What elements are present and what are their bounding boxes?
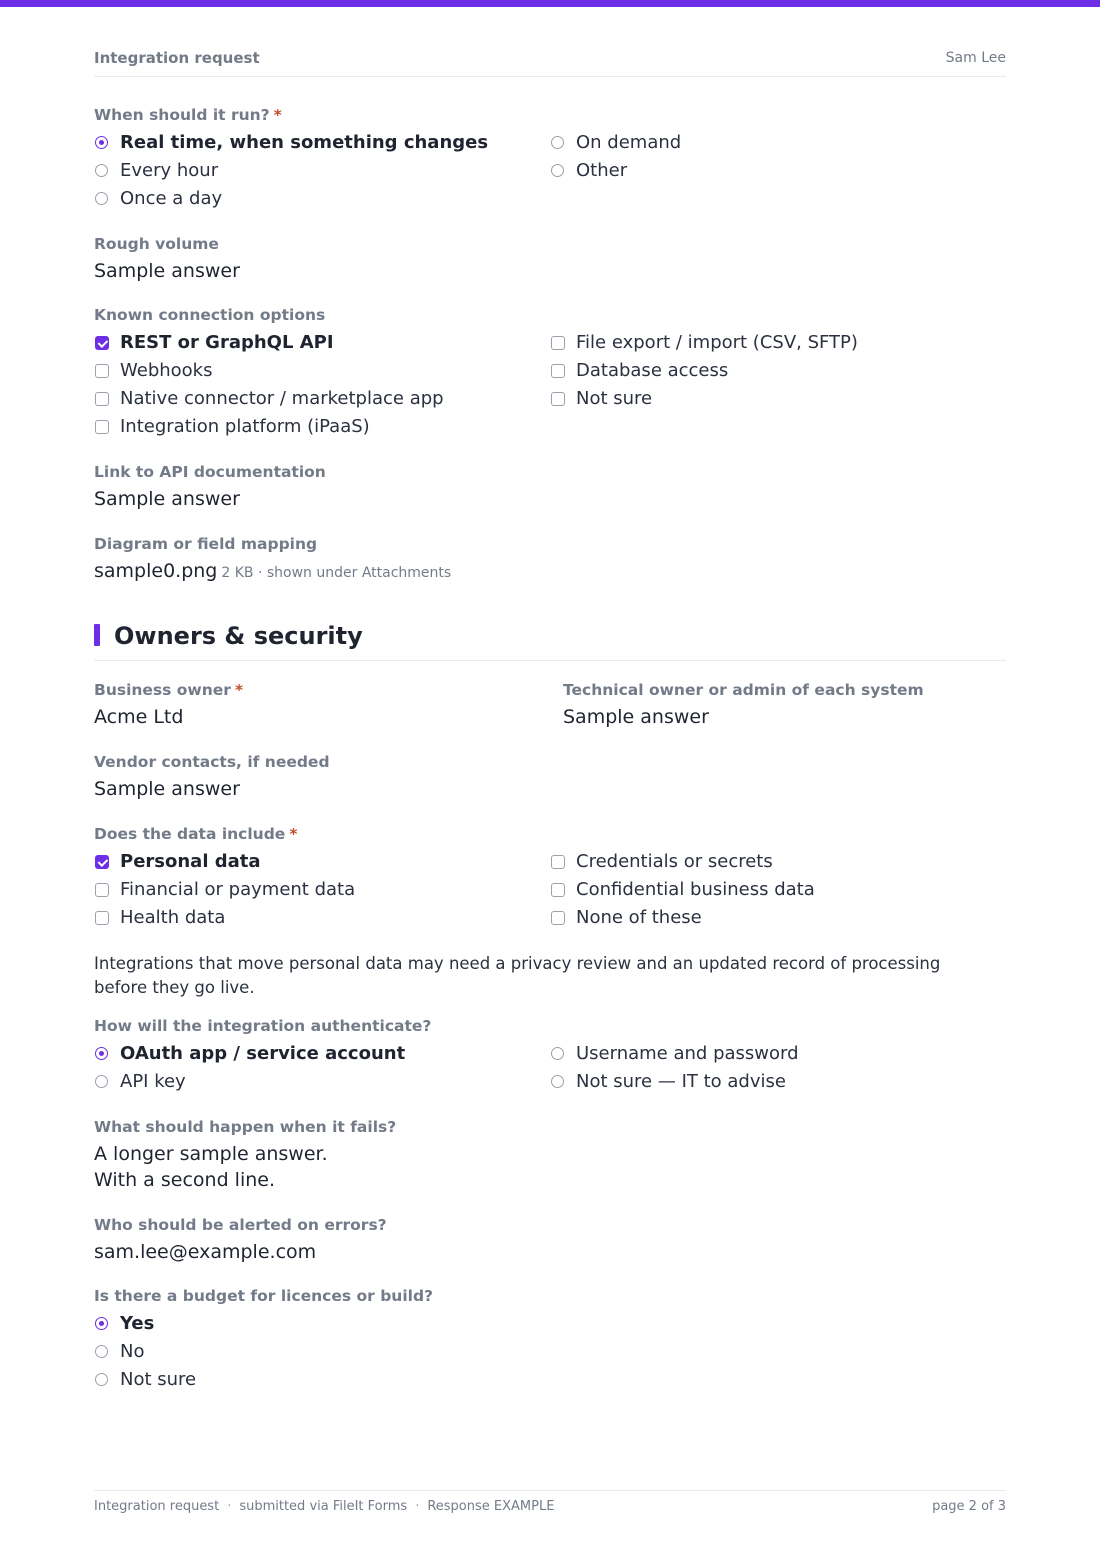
checkbox-icon	[95, 420, 109, 434]
radio-icon	[95, 1373, 108, 1386]
question-budget	[94, 1286, 1006, 1394]
checkbox-checked-icon	[95, 855, 109, 869]
question-label: Technical owner or admin of each system	[563, 681, 924, 699]
answer-line: With a second line.	[94, 1169, 275, 1191]
radio-icon	[551, 1075, 564, 1088]
checkbox-icon	[551, 336, 565, 350]
question-technical-owner	[563, 680, 1006, 730]
option-label: Yes	[120, 1313, 155, 1334]
option-label: Integration platform (iPaaS)	[120, 416, 370, 437]
option-label: On demand	[576, 132, 682, 153]
option-label: File export / import (CSV, SFTP)	[576, 332, 858, 353]
question-label-text: Business owner	[94, 681, 231, 699]
checkbox-group-data	[94, 848, 1006, 932]
checkbox-icon	[551, 911, 565, 925]
checkbox-icon	[551, 855, 565, 869]
option-label: Native connector / marketplace app	[120, 388, 444, 409]
checkbox-option[interactable]	[94, 329, 444, 357]
radio-option[interactable]	[94, 157, 488, 185]
option-label: Username and password	[576, 1043, 799, 1064]
option-label: Not sure	[120, 1369, 197, 1390]
page-header	[94, 48, 1006, 77]
radio-icon	[551, 1047, 564, 1060]
question-label: Diagram or field mapping	[94, 535, 318, 553]
footer-separator: ·	[227, 1499, 232, 1514]
checkbox-option[interactable]	[550, 876, 815, 904]
question-label: Vendor contacts, if needed	[94, 753, 330, 771]
checkbox-group-connection	[94, 329, 1006, 441]
radio-option[interactable]	[94, 1366, 196, 1394]
question-label	[94, 824, 1006, 844]
radio-option[interactable]	[94, 1068, 405, 1096]
checkbox-icon	[551, 883, 565, 897]
footer-submitted: submitted via FileIt Forms	[239, 1499, 408, 1514]
checkbox-option[interactable]	[94, 876, 355, 904]
radio-option[interactable]	[94, 1040, 405, 1068]
radio-option[interactable]	[94, 1310, 196, 1338]
checkbox-option[interactable]	[550, 904, 815, 932]
radio-group-budget	[94, 1310, 1006, 1394]
checkbox-option[interactable]	[550, 385, 858, 413]
question-connection-options	[94, 305, 1006, 441]
option-label: Confidential business data	[576, 879, 815, 900]
radio-icon	[95, 164, 108, 177]
checkbox-option[interactable]	[94, 413, 444, 441]
checkbox-option[interactable]	[550, 329, 858, 357]
question-run-schedule	[94, 105, 1006, 213]
privacy-note-text: Integrations that move personal data may need a privacy review and an updated record of processing before they go live.	[94, 954, 941, 997]
checkbox-option[interactable]	[550, 357, 858, 385]
question-business-owner	[94, 680, 534, 730]
option-label: Health data	[120, 907, 226, 928]
footer-form-name: Integration request	[94, 1499, 220, 1514]
section-title: Owners & security	[114, 622, 363, 650]
option-label: Other	[576, 160, 628, 181]
checkbox-option[interactable]	[94, 848, 355, 876]
option-label: No	[120, 1341, 145, 1362]
option-label: Once a day	[120, 188, 223, 209]
answer-text: Sample answer	[94, 260, 240, 282]
question-label: Known connection options	[94, 306, 326, 324]
question-label: Rough volume	[94, 235, 219, 253]
checkbox-icon	[95, 883, 109, 897]
question-label: How will the integration authenticate?	[94, 1017, 432, 1035]
respondent-name: Sam Lee	[945, 50, 1006, 66]
question-api-link	[94, 462, 1006, 512]
footer-response-id: Response EXAMPLE	[427, 1499, 555, 1514]
required-mark: *	[234, 681, 244, 699]
answer-multiline	[94, 1141, 1006, 1193]
question-authentication	[94, 1016, 1006, 1096]
section-accent-bar	[94, 624, 100, 646]
option-label: Financial or payment data	[120, 879, 356, 900]
question-label-text: When should it run?	[94, 106, 270, 124]
radio-option[interactable]	[550, 157, 681, 185]
accent-top-bar	[0, 0, 1100, 7]
footer-separator: ·	[415, 1499, 420, 1514]
radio-option[interactable]	[94, 129, 488, 157]
radio-selected-icon	[95, 1047, 108, 1060]
option-label: Every hour	[120, 160, 219, 181]
radio-icon	[95, 1075, 108, 1088]
option-label: Real time, when something changes	[120, 132, 489, 153]
footer-info	[94, 1499, 554, 1514]
form-title: Integration request	[94, 49, 260, 67]
radio-option[interactable]	[94, 1338, 196, 1366]
section-heading-owners-security	[94, 620, 1006, 661]
attachment-answer	[94, 558, 1006, 586]
attachment-meta: 2 KB · shown under Attachments	[221, 565, 452, 581]
option-label: OAuth app / service account	[120, 1043, 406, 1064]
answer-text: Acme Ltd	[94, 706, 184, 728]
question-data-types	[94, 824, 1006, 932]
attachment-file-name[interactable]: sample0.png	[94, 560, 218, 582]
radio-option[interactable]	[550, 1068, 799, 1096]
radio-selected-icon	[95, 1317, 108, 1330]
privacy-note	[94, 952, 1006, 1000]
checkbox-option[interactable]	[94, 385, 444, 413]
checkbox-checked-icon	[95, 336, 109, 350]
checkbox-option[interactable]	[94, 357, 444, 385]
option-label: Personal data	[120, 851, 261, 872]
checkbox-option[interactable]	[94, 904, 355, 932]
option-label: API key	[120, 1071, 186, 1092]
radio-option[interactable]	[550, 129, 681, 157]
question-diagram	[94, 534, 1006, 586]
radio-icon	[551, 164, 564, 177]
question-volume	[94, 234, 1006, 284]
question-label	[94, 105, 1006, 125]
option-label: Database access	[576, 360, 729, 381]
required-mark: *	[273, 106, 282, 124]
option-label: Not sure	[576, 388, 653, 409]
question-error-alerts	[94, 1215, 1006, 1265]
question-label: Is there a budget for licences or build?	[94, 1287, 434, 1305]
required-mark: *	[289, 825, 298, 843]
checkbox-icon	[95, 392, 109, 406]
radio-group-auth	[94, 1040, 1006, 1096]
answer-text: Sample answer	[94, 778, 240, 800]
page-number: page 2 of 3	[932, 1499, 1006, 1514]
question-failure-handling	[94, 1117, 1006, 1193]
radio-selected-icon	[95, 136, 108, 149]
checkbox-icon	[95, 911, 109, 925]
option-label: None of these	[576, 907, 702, 928]
option-label: Not sure — IT to advise	[576, 1071, 786, 1092]
checkbox-icon	[551, 364, 565, 378]
question-vendor-contacts	[94, 752, 1006, 802]
page-footer	[94, 1490, 1006, 1521]
question-label: What should happen when it fails?	[94, 1118, 397, 1136]
radio-option[interactable]	[94, 185, 488, 213]
answer-text: Sample answer	[94, 488, 240, 510]
question-label-text: Does the data include	[94, 825, 286, 843]
answer-text: Sample answer	[563, 706, 709, 728]
question-label	[94, 680, 534, 700]
option-label: REST or GraphQL API	[120, 332, 334, 353]
answer-email: sam.lee@example.com	[94, 1241, 317, 1263]
checkbox-icon	[95, 364, 109, 378]
option-label: Webhooks	[120, 360, 213, 381]
option-label: Credentials or secrets	[576, 851, 773, 872]
question-label: Who should be alerted on errors?	[94, 1216, 387, 1234]
checkbox-option[interactable]	[550, 848, 815, 876]
checkbox-icon	[551, 392, 565, 406]
radio-icon	[95, 1345, 108, 1358]
question-label: Link to API documentation	[94, 463, 326, 481]
radio-icon	[95, 192, 108, 205]
radio-group-run	[94, 129, 1006, 213]
radio-icon	[551, 136, 564, 149]
answer-line: A longer sample answer.	[94, 1143, 328, 1165]
radio-option[interactable]	[550, 1040, 799, 1068]
